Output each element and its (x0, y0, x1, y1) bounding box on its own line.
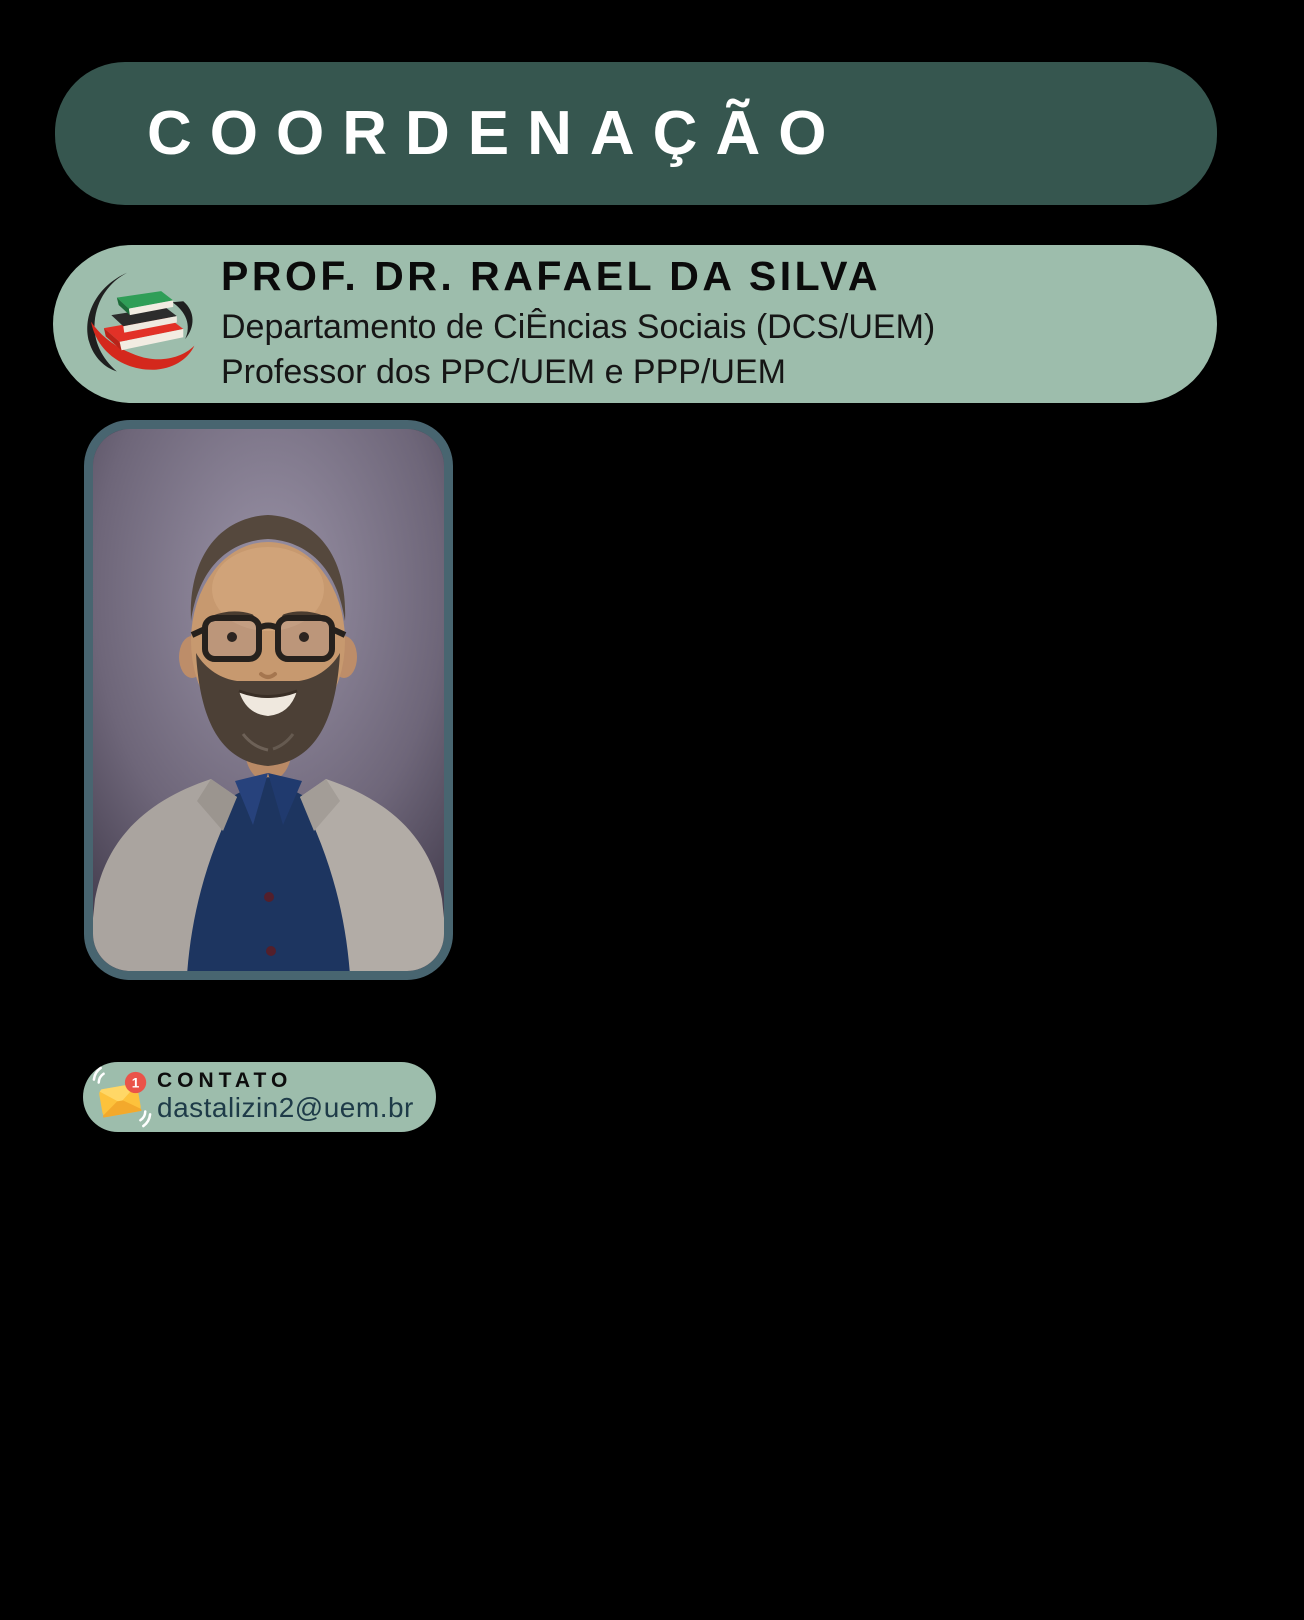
coordinator-role: Professor dos PPC/UEM e PPP/UEM (221, 353, 786, 391)
books-logo-icon (79, 269, 199, 379)
coordinator-card (53, 245, 1217, 403)
coordinator-photo (84, 420, 453, 980)
contact-label: CONTATO (157, 1069, 293, 1093)
contact-email[interactable]: dastalizin2@uem.br (157, 1092, 414, 1124)
coordinator-name: PROF. DR. RAFAEL DA SILVA (221, 252, 882, 299)
email-envelope-icon (91, 1066, 153, 1128)
contact-card (83, 1062, 436, 1132)
notification-badge: 1 (131, 1075, 140, 1091)
page-title: COORDENAÇÃO (147, 99, 845, 168)
coordinator-department: Departamento de CiÊncias Sociais (DCS/UEM) (221, 307, 936, 346)
section-banner (55, 62, 1217, 205)
